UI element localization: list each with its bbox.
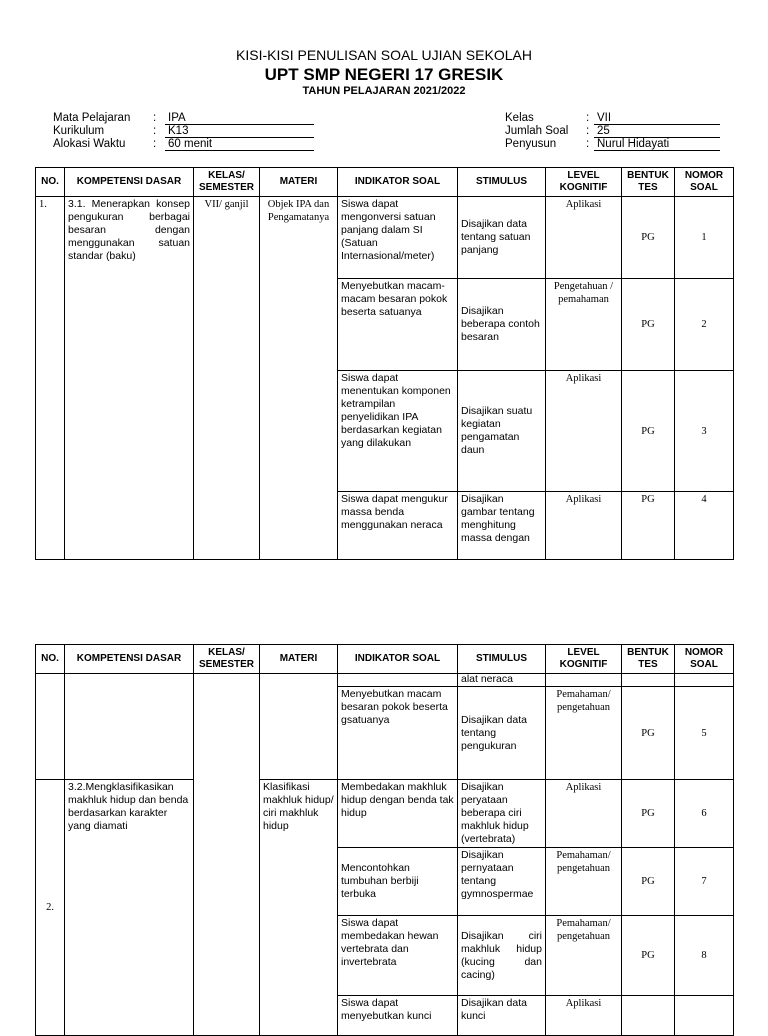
stimulus: Disajikan beberapa contoh besaran <box>458 279 546 371</box>
col-header: KELAS/ SEMESTER <box>194 645 260 674</box>
kelas-semester <box>194 674 260 1036</box>
indikator-soal: Siswa dapat membedakan hewan vertebrata dan invertebrata <box>338 916 458 996</box>
nomor-soal: 8 <box>675 916 734 996</box>
materi <box>260 687 338 780</box>
table-row <box>36 674 734 687</box>
school-name: UPT SMP NEGERI 17 GRESIK <box>264 65 504 84</box>
info-value-kurikulum: K13 <box>165 125 314 138</box>
level-kognitif: Aplikasi <box>546 492 622 560</box>
stimulus: Disajikan gambar tentang menghitung massa dengan <box>458 492 546 560</box>
indikator-soal: Siswa dapat mengonversi satuan panjang dalam SI (Satuan Internasional/meter) <box>338 197 458 279</box>
info-label-jumlah-soal: Jumlah Soal <box>505 125 569 137</box>
col-header: NO. <box>36 645 65 674</box>
stimulus: Disajikan data tentang satuan panjang <box>458 197 546 279</box>
kompetensi-dasar: 3.1. Menerapkan konsep pengukuran berbagai besaran dengan menggunakan satuan standar (baku) <box>65 197 194 560</box>
col-header: LEVEL KOGNITIF <box>546 645 622 674</box>
nomor-soal: 2 <box>675 279 734 371</box>
info-label-penyusun: Penyusun <box>505 138 557 150</box>
indikator-soal: Siswa dapat menyebutkan kunci <box>338 996 458 1036</box>
table-row <box>36 687 734 780</box>
nomor-soal: 1 <box>675 197 734 279</box>
kompetensi-dasar <box>65 687 194 780</box>
row-number: 1. <box>36 197 65 560</box>
nomor-soal: 5 <box>675 687 734 780</box>
bentuk-tes <box>622 996 675 1036</box>
info-value-alokasi: 60 menit <box>165 138 314 151</box>
indikator-soal: Siswa dapat menentukan komponen ketrampilan penyelidikan IPA berdasarkan kegiatan yang dilakukan <box>338 371 458 492</box>
info-label-alokasi: Alokasi Waktu <box>53 138 126 150</box>
bentuk-tes: PG <box>622 492 675 560</box>
info-label-kurikulum: Kurikulum <box>53 125 105 137</box>
stimulus: Disajikan suatu kegiatan pengamatan daun <box>458 371 546 492</box>
row-number <box>36 687 65 780</box>
col-header: INDIKATOR SOAL <box>338 168 458 197</box>
info-colon: : <box>586 125 590 137</box>
indikator-soal: Menyebutkan macam besaran pokok beserta gsatuanya <box>338 687 458 780</box>
level-kognitif: Pemahaman/ pengetahuan <box>546 848 622 916</box>
col-header: KOMPETENSI DASAR <box>65 645 194 674</box>
info-colon: : <box>153 112 157 124</box>
row-number <box>36 674 65 687</box>
col-header: LEVEL KOGNITIF <box>546 168 622 197</box>
level-kognitif: Pemahaman/ pengetahuan <box>546 916 622 996</box>
school-year: TAHUN PELAJARAN 2021/2022 <box>302 85 466 97</box>
stimulus: Disajikan data kunci <box>458 996 546 1036</box>
nomor-soal: 7 <box>675 848 734 916</box>
indikator-soal: Membedakan makhluk hidup dengan benda tak hidup <box>338 780 458 848</box>
col-header: KOMPETENSI DASAR <box>65 168 194 197</box>
info-value-kelas: VII <box>594 112 720 125</box>
row-number: 2. <box>36 780 65 1036</box>
indikator-soal <box>338 674 458 687</box>
table-row <box>36 780 734 848</box>
level-kognitif: Aplikasi <box>546 197 622 279</box>
table-header-row <box>36 168 734 197</box>
info-value-mapel: IPA <box>165 112 314 125</box>
col-header: BENTUK TES <box>622 168 675 197</box>
stimulus: Disajikan peryataan beberapa ciri makhluk hidup (vertebrata) <box>458 780 546 848</box>
nomor-soal: 4 <box>675 492 734 560</box>
bentuk-tes: PG <box>622 848 675 916</box>
col-header: STIMULUS <box>458 168 546 197</box>
bentuk-tes: PG <box>622 197 675 279</box>
indikator-soal: Mencontohkan tumbuhan berbiji terbuka <box>338 848 458 916</box>
kompetensi-dasar <box>65 674 194 687</box>
stimulus: alat neraca <box>458 674 546 687</box>
bentuk-tes: PG <box>622 371 675 492</box>
col-header: MATERI <box>260 168 338 197</box>
kelas-semester: VII/ ganjil <box>194 197 260 560</box>
level-kognitif: Aplikasi <box>546 996 622 1036</box>
col-header: INDIKATOR SOAL <box>338 645 458 674</box>
bentuk-tes: PG <box>622 780 675 848</box>
bentuk-tes: PG <box>622 279 675 371</box>
col-header: MATERI <box>260 645 338 674</box>
level-kognitif <box>546 674 622 687</box>
kisi-table-1 <box>35 167 734 560</box>
nomor-soal: 6 <box>675 780 734 848</box>
table-row <box>36 197 734 279</box>
info-label-mapel: Mata Pelajaran <box>53 112 131 124</box>
info-colon: : <box>586 138 590 150</box>
col-header: NOMOR SOAL <box>675 645 734 674</box>
materi <box>260 674 338 687</box>
stimulus: Disajikan pernyataan tentang gymnospermae <box>458 848 546 916</box>
stimulus: Disajikan ciri makhluk hidup (kucing dan cacing) <box>458 916 546 996</box>
materi: Objek IPA dan Pengamatanya <box>260 197 338 560</box>
indikator-soal: Siswa dapat mengukur massa benda menggunakan neraca <box>338 492 458 560</box>
stimulus: Disajikan data tentang pengukuran <box>458 687 546 780</box>
kompetensi-dasar: 3.2.Mengklasifikasikan makhluk hidup dan benda berdasarkan karakter yang diamati <box>65 780 194 1036</box>
col-header: BENTUK TES <box>622 645 675 674</box>
level-kognitif: Aplikasi <box>546 780 622 848</box>
table-header-row <box>36 645 734 674</box>
nomor-soal <box>675 996 734 1036</box>
level-kognitif: Aplikasi <box>546 371 622 492</box>
nomor-soal: 3 <box>675 371 734 492</box>
col-header: NOMOR SOAL <box>675 168 734 197</box>
bentuk-tes <box>622 674 675 687</box>
info-colon: : <box>153 138 157 150</box>
col-header: KELAS/ SEMESTER <box>194 168 260 197</box>
col-header: NO. <box>36 168 65 197</box>
info-value-jumlah-soal: 25 <box>594 125 720 138</box>
col-header: STIMULUS <box>458 645 546 674</box>
materi: Klasifikasi makhluk hidup/ ciri makhluk hidup <box>260 780 338 1036</box>
bentuk-tes: PG <box>622 916 675 996</box>
level-kognitif: Pemahaman/ pengetahuan <box>546 687 622 780</box>
info-colon: : <box>153 125 157 137</box>
info-label-kelas: Kelas <box>505 112 534 124</box>
bentuk-tes: PG <box>622 687 675 780</box>
doc-title: KISI-KISI PENULISAN SOAL UJIAN SEKOLAH <box>236 47 532 63</box>
info-value-penyusun: Nurul Hidayati <box>594 138 720 151</box>
level-kognitif: Pengetahuan / pemahaman <box>546 279 622 371</box>
indikator-soal: Menyebutkan macam-macam besaran pokok beserta satuanya <box>338 279 458 371</box>
kisi-table-2 <box>35 644 734 1036</box>
nomor-soal <box>675 674 734 687</box>
info-colon: : <box>586 112 590 124</box>
